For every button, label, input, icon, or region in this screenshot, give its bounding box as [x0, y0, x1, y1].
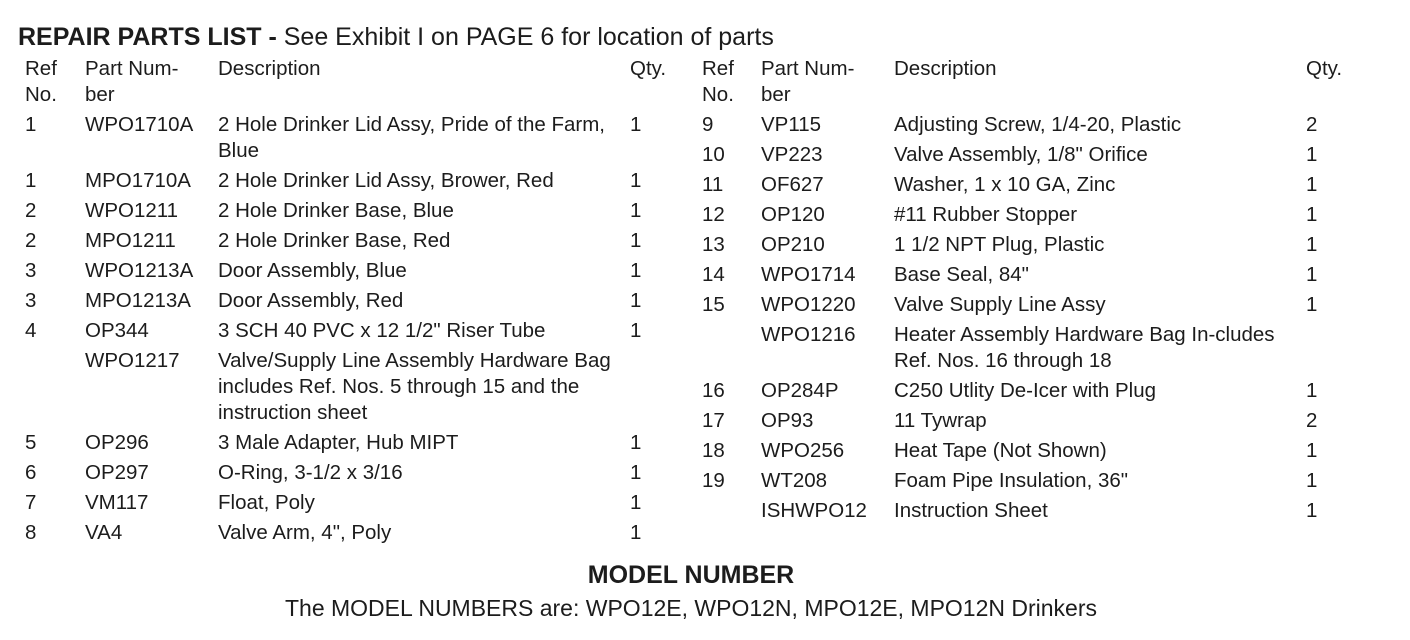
ref-no-cell: 11: [702, 173, 724, 196]
ref-no-cell: 6: [25, 461, 37, 484]
table-row: [25, 314, 670, 344]
part-number-cell: WPO1217: [85, 349, 180, 372]
ref-no-cell: 4: [25, 319, 37, 342]
part-number-cell: WPO1216: [761, 323, 856, 346]
qty-header: Qty.: [630, 57, 667, 80]
ref-no-cell: [25, 344, 85, 426]
ref-no-cell: 2: [25, 199, 37, 222]
description-cell: 1 1/2 NPT Plug, Plastic: [894, 233, 1105, 256]
qty-cell: 1: [1306, 469, 1318, 492]
ref-no-cell: 9: [702, 113, 714, 136]
description-cell: 2 Hole Drinker Base, Blue: [218, 199, 454, 222]
qty-cell: 1: [630, 289, 642, 312]
table-row: [25, 254, 670, 284]
description-cell: Heater Assembly Hardware Bag In-cludes Ref. Nos. 16 through 18: [894, 323, 1275, 372]
ref-no-cell: 1: [25, 169, 37, 192]
table-row: [702, 464, 1346, 494]
ref-no-cell: 2: [25, 229, 37, 252]
table-header-row: [702, 56, 1346, 108]
qty-cell: 1: [630, 229, 642, 252]
qty-cell: 1: [630, 431, 642, 454]
description-cell: 2 Hole Drinker Base, Red: [218, 229, 451, 252]
table-row: [702, 168, 1346, 198]
description-cell: 11 Tywrap: [894, 409, 987, 432]
ref-no-cell: 12: [702, 203, 725, 226]
description-cell: Foam Pipe Insulation, 36": [894, 469, 1129, 492]
part-number-cell: MPO1213A: [85, 289, 191, 312]
ref-no-cell: 17: [702, 409, 725, 432]
ref-no-cell: [702, 318, 761, 374]
part-number-cell: WPO1211: [85, 199, 179, 222]
ref-no-cell: [702, 494, 761, 524]
qty-cell: 1: [1306, 293, 1318, 316]
part-number-cell: WT208: [761, 469, 828, 492]
ref-no-cell: 3: [25, 289, 37, 312]
description-cell: O-Ring, 3-1/2 x 3/16: [218, 461, 403, 484]
part-number-cell: MPO1710A: [85, 169, 191, 192]
part-number-cell: OP120: [761, 203, 825, 226]
description-cell: C250 Utlity De-Icer with Plug: [894, 379, 1157, 402]
table-header-row: [25, 56, 670, 108]
part-number-cell: MPO1211: [85, 229, 176, 252]
table-row: [25, 516, 670, 546]
ref-no-cell: 5: [25, 431, 37, 454]
description-header: Description: [218, 57, 321, 80]
part-number-cell: VP115: [761, 113, 822, 136]
qty-cell: [1306, 318, 1346, 374]
part-number-cell: ISHWPO12: [761, 499, 867, 522]
table-row: [25, 486, 670, 516]
description-cell: Valve Assembly, 1/8" Orifice: [894, 143, 1148, 166]
qty-cell: 1: [1306, 203, 1318, 226]
description-cell: Valve Supply Line Assy: [894, 293, 1106, 316]
table-row: [25, 224, 670, 254]
qty-cell: 1: [1306, 379, 1318, 402]
part-number-cell: OP93: [761, 409, 814, 432]
qty-cell: 1: [1306, 173, 1318, 196]
ref-no-cell: 14: [702, 263, 725, 286]
table-row: [702, 318, 1346, 374]
table-row: [702, 228, 1346, 258]
qty-cell: 2: [1306, 113, 1318, 136]
description-cell: 2 Hole Drinker Lid Assy, Pride of the Farm, Blue: [218, 113, 605, 162]
part-number-header: Part Num- ber: [85, 57, 179, 106]
description-cell: Adjusting Screw, 1/4-20, Plastic: [894, 113, 1182, 136]
description-cell: Washer, 1 x 10 GA, Zinc: [894, 173, 1116, 196]
part-number-cell: VM117: [85, 491, 149, 514]
qty-cell: 1: [1306, 143, 1318, 166]
description-cell: Valve Arm, 4", Poly: [218, 521, 392, 544]
ref-no-cell: 7: [25, 491, 37, 514]
qty-cell: 1: [630, 169, 642, 192]
part-number-cell: WPO256: [761, 439, 845, 462]
description-cell: Heat Tape (Not Shown): [894, 439, 1107, 462]
title-bold: REPAIR PARTS LIST -: [18, 23, 277, 51]
table-row: [702, 374, 1346, 404]
qty-cell: 1: [630, 199, 642, 222]
ref-no-cell: 3: [25, 259, 37, 282]
ref-no-header: Ref No.: [25, 57, 57, 106]
qty-cell: 1: [1306, 233, 1318, 256]
ref-no-cell: 1: [25, 113, 37, 136]
table-row: [702, 404, 1346, 434]
table-row: [702, 258, 1346, 288]
description-cell: Base Seal, 84": [894, 263, 1029, 286]
part-number-cell: VP223: [761, 143, 823, 166]
qty-cell: 1: [630, 461, 642, 484]
qty-cell: 1: [1306, 263, 1318, 286]
part-number-cell: OP297: [85, 461, 149, 484]
table-row: [25, 164, 670, 194]
qty-cell: 2: [1306, 409, 1318, 432]
ref-no-cell: 18: [702, 439, 725, 462]
description-cell: 3 SCH 40 PVC x 12 1/2" Riser Tube: [218, 319, 546, 342]
title-rest: See Exhibit I on PAGE 6 for location of parts: [276, 23, 774, 51]
qty-cell: 1: [630, 319, 642, 342]
table-row: [702, 198, 1346, 228]
part-number-cell: OP344: [85, 319, 149, 342]
description-header: Description: [894, 57, 997, 80]
table-row: [25, 344, 670, 426]
table-row: [25, 426, 670, 456]
model-number-heading: MODEL NUMBER: [587, 561, 795, 589]
table-row: [25, 194, 670, 224]
table-row: [702, 288, 1346, 318]
part-number-header: Part Num- ber: [761, 57, 855, 106]
table-row: [702, 494, 1346, 524]
model-numbers-text: The MODEL NUMBERS are: WPO12E, WPO12N, MPO12E, MPO12N Drinkers: [284, 595, 1098, 621]
part-number-cell: WPO1714: [761, 263, 856, 286]
ref-no-cell: 15: [702, 293, 725, 316]
qty-cell: 1: [630, 113, 642, 136]
ref-no-cell: 10: [702, 143, 725, 166]
description-cell: Valve/Supply Line Assembly Hardware Bag includes Ref. Nos. 5 through 15 and the instruction sheet: [218, 349, 611, 424]
ref-no-cell: 16: [702, 379, 725, 402]
description-cell: 3 Male Adapter, Hub MIPT: [218, 431, 459, 454]
qty-cell: [630, 344, 670, 426]
table-row: [25, 108, 670, 164]
qty-cell: 1: [1306, 439, 1318, 462]
description-cell: Instruction Sheet: [894, 499, 1048, 522]
ref-no-header: Ref No.: [702, 57, 734, 106]
part-number-cell: WPO1213A: [85, 259, 194, 282]
table-row: [25, 284, 670, 314]
description-cell: #11 Rubber Stopper: [894, 203, 1078, 226]
page-title: [18, 20, 774, 54]
qty-cell: 1: [630, 491, 642, 514]
part-number-cell: WPO1220: [761, 293, 856, 316]
description-cell: Float, Poly: [218, 491, 315, 514]
description-cell: Door Assembly, Blue: [218, 259, 407, 282]
part-number-cell: OP296: [85, 431, 149, 454]
description-cell: 2 Hole Drinker Lid Assy, Brower, Red: [218, 169, 554, 192]
table-row: [25, 456, 670, 486]
qty-cell: 1: [630, 259, 642, 282]
description-cell: Door Assembly, Red: [218, 289, 404, 312]
ref-no-cell: 8: [25, 521, 37, 544]
part-number-cell: OP284P: [761, 379, 839, 402]
table-row: [702, 434, 1346, 464]
parts-table-right: [702, 56, 1346, 524]
table-row: [702, 108, 1346, 138]
qty-cell: 1: [1306, 499, 1318, 522]
ref-no-cell: 13: [702, 233, 725, 256]
table-row: [702, 138, 1346, 168]
ref-no-cell: 19: [702, 469, 725, 492]
qty-cell: 1: [630, 521, 642, 544]
qty-header: Qty.: [1306, 57, 1343, 80]
part-number-cell: OF627: [761, 173, 824, 196]
part-number-cell: WPO1710A: [85, 113, 194, 136]
part-number-cell: OP210: [761, 233, 825, 256]
part-number-cell: VA4: [85, 521, 123, 544]
parts-table-left: [25, 56, 670, 546]
